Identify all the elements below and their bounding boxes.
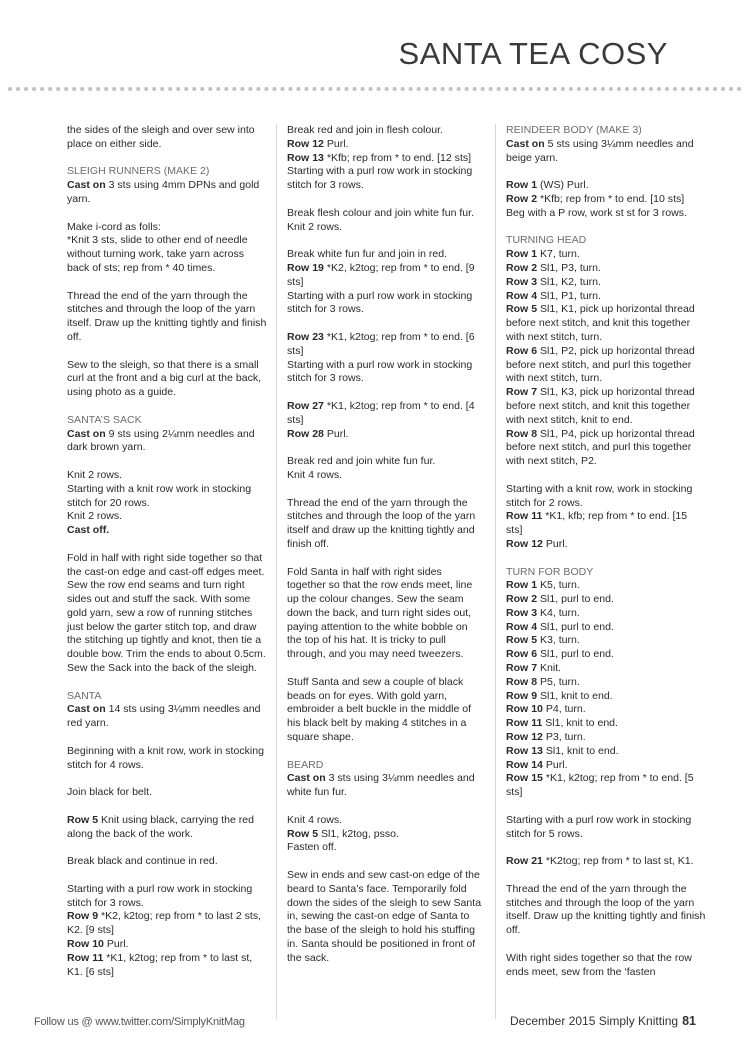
text: *K1, kfb; rep from * to end. [15 sts] [506, 510, 688, 537]
instruction [506, 179, 706, 193]
text: Sl1, purl to end. [537, 593, 614, 606]
term: Cast on [67, 427, 106, 440]
text: 3 sts using 4mm DPNs and gold yarn. [67, 179, 260, 205]
text: Sl1, P4, pick up horizontal thread before next stitch, and purl this together with next stitch, P2. [506, 427, 695, 468]
instruction [506, 621, 706, 635]
text: Sl1, P2, pick up horizontal thread before next stitch, and purl this together with next stitch, turn. [506, 344, 695, 385]
instruction [506, 759, 706, 773]
text: Purl. [542, 758, 568, 771]
page-title: SANTA TEA COSY [398, 36, 668, 71]
instruction [506, 193, 706, 207]
text: Sl1, K2, turn. [537, 275, 601, 288]
term: Cast on [506, 137, 545, 150]
instruction [506, 538, 706, 552]
text: K5, turn. [537, 579, 580, 592]
term: Cast on [67, 179, 106, 192]
column-3 [506, 124, 706, 979]
instruction: *Knit 3 sts, slide to other end of needle without turning work, take yarn across back of sts; rep from * 40 times. [67, 234, 248, 274]
text: (WS) Purl. [537, 179, 589, 192]
text: Purl. [103, 938, 129, 951]
term: Row 11 [506, 510, 543, 523]
instruction [506, 290, 706, 304]
instruction [287, 828, 483, 842]
term: Row 7 [506, 386, 538, 399]
text: *Kfb; rep from * to end. [12 sts] [323, 151, 472, 164]
term: Row 2 [506, 261, 538, 274]
term: Row 23 [287, 330, 324, 343]
text: Purl. [542, 537, 568, 550]
instruction: Fold Santa in half with right sides together so that the row ends meet, line up the colour changes. Sew the seam down the back, and turn right sides out, paying attention to the white bobble on the top of his hat. It is tricky to pull through, and you may need tweezers. [287, 565, 473, 661]
instruction: Thread the end of the yarn through the stitches and through the loop of the yarn itself. Draw up the knitting tightly and finish off. [67, 289, 267, 343]
instruction [506, 731, 706, 745]
instruction: Starting with a purl row work in stocking stitch for 3 rows. [287, 165, 473, 192]
instruction: Thread the end of the yarn through the stitches and through the loop of the yarn itself and draw up the knitting tightly and finish off. [287, 496, 476, 550]
term: Row 5 [67, 813, 99, 826]
text: Sl1, knit to end. [542, 717, 618, 730]
instruction [506, 262, 706, 276]
instruction [287, 152, 483, 166]
instruction: With right sides together so that the row ends meet, sew from the ‘fasten [506, 951, 692, 978]
instruction: Break red and join in flesh colour. [287, 124, 443, 136]
term: Cast off. [67, 524, 110, 537]
instruction [67, 428, 267, 456]
instruction [287, 400, 483, 428]
text: Sl1, K3, pick up horizontal thread before next stitch, and knit this together with next stitch, knit to end. [506, 386, 695, 426]
instruction [506, 855, 706, 869]
instruction [287, 428, 483, 442]
instruction [287, 331, 483, 359]
text: *Kfb; rep from * to end. [10 sts] [537, 192, 685, 205]
instruction [67, 952, 267, 980]
text: *K1, k2tog; rep from * to end. [5 sts] [506, 772, 694, 799]
text: Sl1, purl to end. [537, 620, 614, 633]
term: Row 19 [287, 261, 324, 274]
instruction [506, 717, 706, 731]
section-heading-beard: BEARD [287, 758, 324, 771]
instruction: Beginning with a knit row, work in stocking stitch for 4 rows. [67, 744, 264, 771]
text: *K1, k2tog; rep from * to end. [6 sts] [287, 330, 475, 357]
term: Cast on [67, 703, 106, 716]
term: Row 28 [287, 427, 324, 440]
instruction: Break black and continue in red. [67, 855, 218, 868]
instruction [287, 262, 483, 290]
instruction [287, 138, 483, 152]
term: Row 9 [506, 689, 538, 702]
instruction: Make i-cord as folls: [67, 220, 161, 233]
instruction [506, 303, 706, 344]
instruction [506, 745, 706, 759]
column-divider [276, 124, 277, 1019]
term: Row 7 [506, 662, 538, 675]
text: K7, turn. [537, 248, 580, 261]
text: Sl1, P1, turn. [537, 289, 601, 302]
footer-social-link[interactable]: Follow us @ www.twitter.com/SimplyKnitMag [34, 1016, 245, 1028]
dotted-divider [8, 87, 742, 91]
term: Row 14 [506, 758, 543, 771]
instruction: Break white fun fur and join in red. [287, 248, 448, 261]
text: P3, turn. [542, 731, 586, 744]
instruction [506, 662, 706, 676]
instruction [506, 345, 706, 386]
instruction: Starting with a knit row work in stocking stitch for 20 rows. [67, 482, 252, 509]
instruction [506, 510, 706, 538]
instruction [506, 276, 706, 290]
instruction [67, 703, 267, 731]
instruction: Fold in half with right side together so that the cast-on edge and cast-off edges meet. Sew the row end seams and turn right sides out and stuff the sack. With some gold yarn, sew a row of running stitches just below the garter stitch top, and draw the stitching up tightly and knot, then tie a double bow. Trim the ends to about 0.5cm. Sew the Sack into the back of the sleigh. [67, 551, 266, 675]
term: Row 8 [506, 675, 538, 688]
term: Row 13 [287, 151, 324, 164]
term: Row 8 [506, 427, 538, 440]
term: Row 12 [287, 137, 324, 150]
instruction [506, 772, 706, 800]
instruction: Thread the end of the yarn through the stitches and through the loop of the yarn itself. Draw up the knitting tightly and finish off. [506, 882, 706, 937]
term: Row 5 [287, 827, 319, 840]
instruction [506, 248, 706, 262]
text: Sl1, K1, pick up horizontal thread before next stitch, and knit this together with next stitch, turn. [506, 303, 695, 343]
text: Sl1, P3, turn. [537, 261, 601, 274]
term: Row 21 [506, 855, 543, 868]
term: Row 11 [506, 717, 543, 730]
text: Sl1, purl to end. [537, 648, 614, 661]
text: Sl1, knit to end. [542, 744, 619, 757]
instruction: Beg with a P row, work st st for 3 rows. [506, 206, 687, 219]
instruction [506, 138, 706, 166]
column-divider [495, 124, 496, 1019]
text: *K1, k2tog; rep from * to last st, K1. [6 sts] [67, 951, 253, 978]
intro-text: the sides of the sleigh and over sew into place on either side. [67, 124, 255, 150]
term: Row 5 [506, 634, 538, 647]
section-heading-santas-sack: SANTA’S SACK [67, 413, 142, 426]
text: *K2, k2tog; rep from * to last 2 sts, K2. [9 sts] [67, 910, 262, 937]
instruction: Stuff Santa and sew a couple of black beads on for eyes. With gold yarn, embroider a belt buckle in the middle of his black belt by making 4 stitches in a square shape. [287, 675, 472, 744]
section-heading-reindeer-body: REINDEER BODY (MAKE 3) [506, 124, 642, 136]
term: Row 27 [287, 399, 324, 412]
instruction [506, 703, 706, 717]
text: Purl. [323, 427, 349, 440]
term: Row 3 [506, 606, 538, 619]
instruction: Starting with a purl row work in stocking stitch for 3 rows. [287, 289, 473, 316]
section-heading-sleigh-runners: SLEIGH RUNNERS (MAKE 2) [67, 165, 210, 178]
text: Purl. [323, 137, 349, 150]
term: Row 9 [67, 910, 99, 923]
instruction [67, 938, 267, 952]
issue-label: December 2015 Simply Knitting [510, 1014, 679, 1028]
instruction: Sew in ends and sew cast-on edge of the beard to Santa’s face. Temporarily fold down the sides of the sleigh to sew Santa in, sewing the cast-on edge of Santa to the base of the sleigh to hold his stuffing in. Santa should be positioned in front of the sack. [287, 869, 482, 964]
instruction [506, 607, 706, 621]
instruction [67, 179, 267, 207]
text: *K1, k2tog; rep from * to end. [4 sts] [287, 399, 475, 426]
term: Row 1 [506, 179, 538, 192]
footer-issue [510, 1014, 696, 1028]
text: P4, turn. [542, 703, 586, 716]
instruction: Sew to the sleigh, so that there is a small curl at the front and a big curl at the back, using photo as a guide. [67, 358, 262, 399]
text: 9 sts using 2¼mm needles and dark brown yarn. [67, 427, 255, 454]
section-heading-turn-for-body: TURN FOR BODY [506, 565, 594, 578]
instruction: Knit 2 rows. [67, 510, 123, 523]
column-2 [287, 124, 483, 979]
term: Row 10 [67, 938, 104, 951]
text: P5, turn. [537, 675, 580, 688]
instruction: Knit 4 rows. [287, 813, 343, 826]
term: Row 2 [506, 192, 538, 205]
instruction: Knit 2 rows. [67, 468, 123, 481]
text: K3, turn. [537, 634, 580, 647]
instruction [506, 648, 706, 662]
text: 5 sts using 3¼mm needles and beige yarn. [506, 137, 694, 164]
term: Row 12 [506, 731, 543, 744]
instruction [287, 772, 483, 800]
instruction [506, 386, 706, 427]
instruction [506, 593, 706, 607]
instruction [506, 634, 706, 648]
section-heading-santa: SANTA [67, 689, 102, 702]
instruction [67, 524, 267, 538]
text: *K2tog; rep from * to last st, K1. [542, 855, 694, 868]
term: Row 2 [506, 593, 538, 606]
instruction: Starting with a purl row work in stocking stitch for 5 rows. [506, 813, 692, 840]
text: *K2, k2tog; rep from * to end. [9 sts] [287, 261, 475, 288]
term: Row 6 [506, 648, 538, 661]
instruction: Starting with a purl row work in stocking stitch for 3 rows. [67, 882, 253, 909]
term: Row 13 [506, 744, 543, 757]
instruction [506, 579, 706, 593]
text: K4, turn. [537, 606, 580, 619]
text: Knit using black, carrying the red along the back of the work. [67, 813, 254, 840]
instruction [67, 910, 267, 938]
term: Row 12 [506, 537, 543, 550]
instruction: Starting with a knit row, work in stocking stitch for 2 rows. [506, 482, 693, 509]
term: Row 5 [506, 303, 538, 316]
column-1 [67, 124, 267, 979]
instruction [506, 676, 706, 690]
instruction: Starting with a purl row work in stocking stitch for 3 rows. [287, 358, 473, 385]
section-heading-turning-head: TURNING HEAD [506, 234, 587, 247]
term: Row 1 [506, 248, 538, 261]
instruction: Break red and join white fun fur. [287, 455, 436, 468]
instruction: Knit 4 rows. [287, 468, 343, 481]
term: Row 6 [506, 344, 538, 357]
text: Sl1, knit to end. [537, 689, 613, 702]
instruction: Fasten off. [287, 841, 337, 854]
term: Row 10 [506, 703, 543, 716]
instruction [67, 814, 267, 842]
instruction [506, 428, 706, 469]
text: Knit. [537, 662, 562, 675]
page-number: 81 [682, 1014, 696, 1028]
term: Row 15 [506, 772, 543, 785]
instruction: Break flesh colour and join white fun fur. [287, 206, 475, 219]
term: Cast on [287, 772, 326, 785]
term: Row 4 [506, 289, 538, 302]
instruction: Knit 2 rows. [287, 220, 343, 233]
term: Row 3 [506, 275, 538, 288]
term: Row 1 [506, 579, 538, 592]
instruction [506, 690, 706, 704]
text: 3 sts using 3¼mm needles and white fun fur. [287, 772, 475, 799]
text: Sl1, k2tog, psso. [318, 827, 399, 840]
term: Row 11 [67, 951, 104, 964]
instruction: Join black for belt. [67, 786, 153, 799]
text: 14 sts using 3¼mm needles and red yarn. [67, 703, 261, 730]
term: Row 4 [506, 620, 538, 633]
